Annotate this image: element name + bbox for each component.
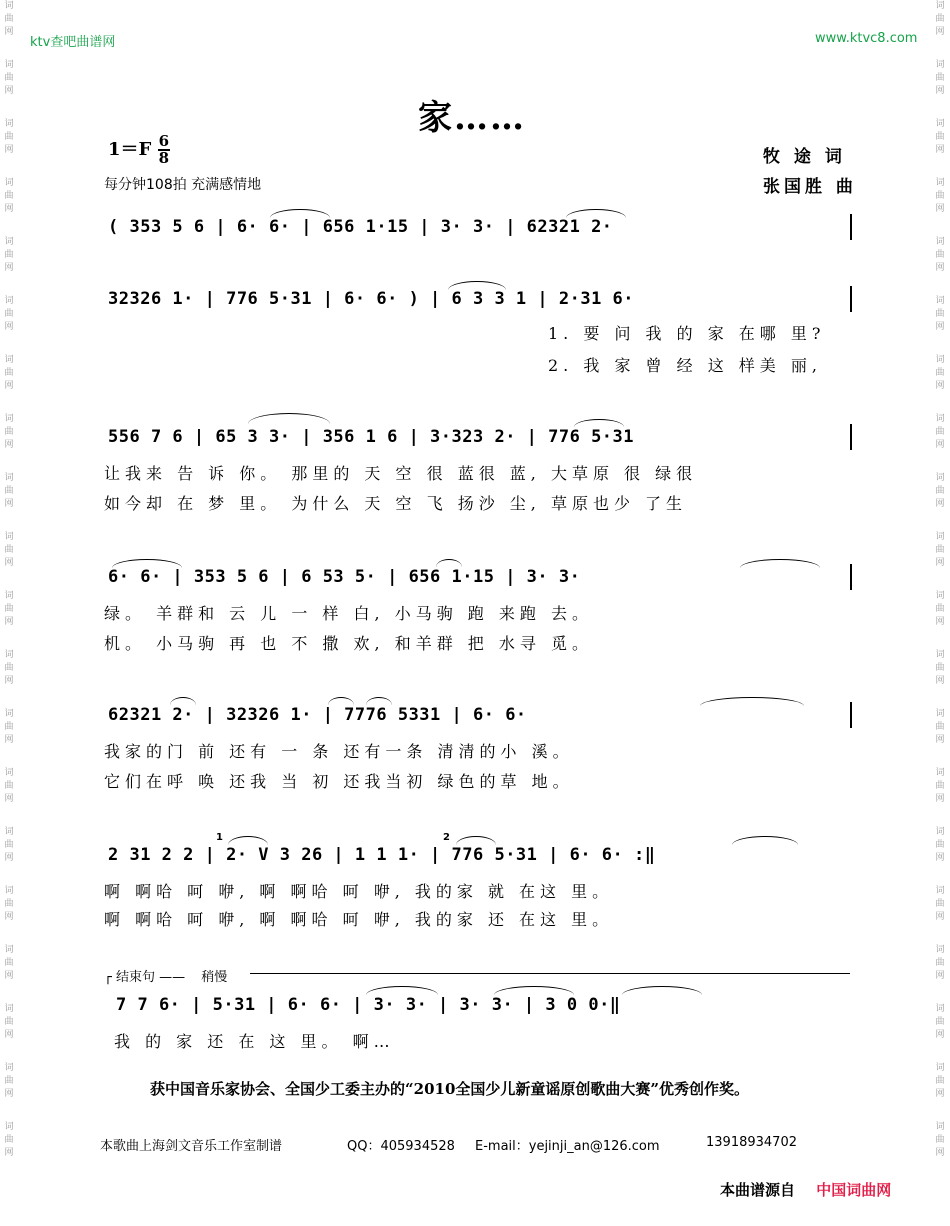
tie xyxy=(494,986,574,995)
tie xyxy=(732,836,798,845)
notation-row-1: ( 353 5 6 | 6· 6· | 656 1·15 | 3· 3· | 62321 2· xyxy=(108,217,613,237)
lyric-row-6-verse-1: 啊 啊哈 呵 咿, 啊 啊哈 呵 咿, 我的家 就 在这 里。 xyxy=(104,882,614,901)
tie xyxy=(366,986,438,995)
tie xyxy=(700,697,804,706)
song-title: 家…… xyxy=(418,98,526,138)
notation-row-2: 32326 1· | 776 5·31 | 6· 6· ) | 6 3 3 1 | 2·31 6· xyxy=(108,289,635,309)
tie xyxy=(366,697,392,705)
footer-email[interactable]: E-mail：yejinji_an@126.com xyxy=(475,1139,660,1154)
lyric-row-5-verse-1: 我家的门 前 还有 一 条 还有一条 清清的小 溪。 xyxy=(104,742,574,761)
time-signature xyxy=(158,134,170,166)
volta-mark-2: 2 xyxy=(443,832,450,843)
bar-line xyxy=(850,214,852,240)
notation-row-6: 2 31 2 2 | 2· V 3 26 | 1 1 1· | 776 5·31 | 6· 6· :‖ xyxy=(108,845,656,865)
tie xyxy=(270,209,330,218)
lyricist-credit: 牧 途 词 xyxy=(763,147,846,167)
footer-studio: 本歌曲上海剑文音乐工作室制谱 xyxy=(100,1139,283,1154)
tie xyxy=(328,697,354,705)
ending-tempo: 稍慢 xyxy=(201,970,228,985)
notation-row-5: 62321 2· | 32326 1· | 7776 5331 | 6· 6· xyxy=(108,705,527,725)
lyric-row-5-verse-2: 它们在呼 唤 还我 当 初 还我当初 绿色的草 地。 xyxy=(104,772,574,791)
tie xyxy=(622,986,702,995)
key-prefix: 1＝F xyxy=(108,139,152,160)
source-prefix: 本曲谱源自 xyxy=(720,1181,796,1199)
slur xyxy=(248,413,330,424)
bar-line xyxy=(850,564,852,590)
composer-credit: 张国胜 曲 xyxy=(763,177,857,197)
header-right-site[interactable]: www.ktvc8.com xyxy=(815,31,918,46)
tempo-text: 每分钟108拍 充满感情地 xyxy=(104,177,262,193)
lyric-row-4-verse-1: 绿。 羊群和 云 儿 一 样 白, 小马驹 跑 来跑 去。 xyxy=(104,604,593,623)
bar-line xyxy=(850,286,852,312)
ending-bracket-line xyxy=(250,973,850,974)
watermark-left: 词 曲 网 词 曲 网 词 曲 网 词 曲 网 词 曲 网 词 曲 网 词 曲 网 词 曲 网 词 曲 网 词 曲 网 词 曲 网 词 曲 网 词 曲 网 词 曲 网 词 曲 网 词 曲 网 词 曲 网 词 曲 网 词 曲 网 词 曲 网 xyxy=(4,1,14,1158)
tie xyxy=(566,209,626,218)
bracket-corner-icon: ┌ xyxy=(104,970,112,985)
ending-label: 结束句 xyxy=(115,970,155,985)
lyric-row-2-verse-2: 2. 我 家 曾 经 这 样美 丽, xyxy=(548,356,822,375)
bar-line xyxy=(850,424,852,450)
tie xyxy=(170,697,196,705)
tie xyxy=(228,836,268,845)
time-denominator: 8 xyxy=(158,149,170,167)
tie xyxy=(574,419,624,427)
notation-row-4: 6· 6· | 353 5 6 | 6 53 5· | 656 1·15 | 3· 3· xyxy=(108,567,581,587)
notation-row-7: 7 7 6· | 5·31 | 6· 6· | 3· 3· | 3· 3· | 3 0 0·‖ xyxy=(116,995,621,1015)
time-numerator: 6 xyxy=(158,132,170,150)
tie xyxy=(448,281,506,290)
notation-row-3: 556 7 6 | 65 3 3· | 356 1 6 | 3·323 2· | 776 5·31 xyxy=(108,427,635,447)
bar-line xyxy=(850,702,852,728)
tie xyxy=(436,559,462,567)
source-site-link[interactable]: 中国词曲网 xyxy=(816,1181,892,1199)
lyric-row-3-verse-2: 如今却 在 梦 里。 为什么 天 空 飞 扬沙 尘, 草原也少 了生 xyxy=(104,494,688,513)
footer-phone: 13918934702 xyxy=(706,1135,797,1150)
header-left-site[interactable]: ktv查吧曲谱网 xyxy=(30,35,116,50)
lyric-row-2-verse-1: 1. 要 问 我 的 家 在哪 里? xyxy=(548,324,826,343)
footer-qq: QQ：405934528 xyxy=(347,1139,455,1154)
lyric-row-4-verse-2: 机。 小马驹 再 也 不 撒 欢, 和羊群 把 水寻 觅。 xyxy=(104,634,593,653)
lyric-row-3-verse-1: 让我来 告 诉 你。 那里的 天 空 很 蓝很 蓝, 大草原 很 绿很 xyxy=(104,464,698,483)
tie xyxy=(740,559,820,568)
source-note xyxy=(720,1179,891,1200)
tie xyxy=(456,836,496,845)
tie xyxy=(112,559,182,568)
watermark-right: 词 曲 网 词 曲 网 词 曲 网 词 曲 网 词 曲 网 词 曲 网 词 曲 网 词 曲 网 词 曲 网 词 曲 网 词 曲 网 词 曲 网 词 曲 网 词 曲 网 词 曲 网 词 曲 网 词 曲 网 词 曲 网 词 曲 网 词 曲 网 xyxy=(935,1,945,1158)
ending-dash: —— xyxy=(159,970,186,985)
award-note: 获中国音乐家协会、全国少工委主办的“2010全国少儿新童谣原创歌曲大赛”优秀创作奖。 xyxy=(150,1080,750,1098)
key-signature xyxy=(108,134,170,166)
lyric-row-6-verse-2: 啊 啊哈 呵 咿, 啊 啊哈 呵 咿, 我的家 还 在这 里。 xyxy=(104,910,614,929)
volta-mark-1: 1 xyxy=(216,832,223,843)
ending-bracket xyxy=(104,966,227,985)
lyric-row-7: 我 的 家 还 在 这 里。 啊… xyxy=(114,1032,395,1051)
